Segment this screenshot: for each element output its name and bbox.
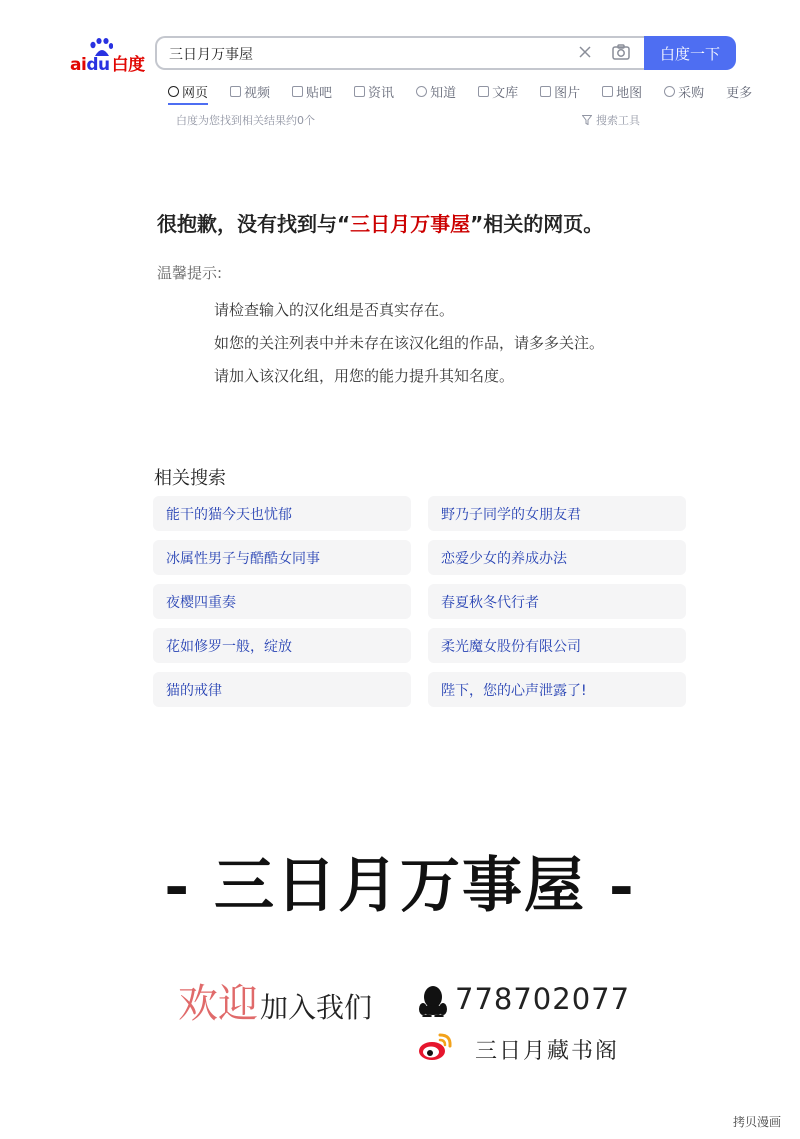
tab-news[interactable]: 资讯: [354, 80, 394, 102]
search-button[interactable]: 白度一下: [644, 36, 736, 70]
tab-map[interactable]: 地图: [602, 80, 642, 102]
filter-icon: [582, 115, 592, 125]
watermark: 拷贝漫画: [733, 1115, 782, 1129]
related-searches-title: 相关搜索: [154, 468, 226, 489]
tips-list: [214, 294, 604, 393]
search-icon: [168, 86, 179, 97]
no-result-keyword: 三日月万事屋: [350, 212, 471, 236]
purchase-icon: [664, 86, 675, 97]
tips-title: 温馨提示:: [157, 264, 223, 282]
qq-icon: [418, 985, 448, 1017]
map-icon: [602, 86, 613, 97]
tieba-icon: [292, 86, 303, 97]
tab-image[interactable]: 图片: [540, 80, 580, 102]
tab-tieba[interactable]: 贴吧: [292, 80, 332, 102]
tab-video[interactable]: 视频: [230, 80, 270, 102]
tab-purchase[interactable]: 采购: [664, 80, 704, 102]
search-tabs: [168, 80, 774, 102]
document-icon: [478, 86, 489, 97]
news-icon: [354, 86, 365, 97]
tip-item: 请检查输入的汉化组是否真实存在。: [214, 301, 455, 319]
result-count: 白度为您找到相关结果约0个: [176, 114, 315, 127]
related-search-link[interactable]: 能干的猫今天也忧郁: [153, 496, 411, 531]
close-icon[interactable]: [577, 44, 593, 60]
tip-item: 如您的关注列表中并未存在该汉化组的作品，请多多关注。: [214, 334, 605, 352]
tab-wenku[interactable]: 文库: [478, 80, 518, 102]
baidu-logo[interactable]: [70, 38, 146, 75]
tab-zhidao[interactable]: 知道: [416, 80, 456, 102]
related-search-link[interactable]: 柔光魔女股份有限公司: [428, 628, 686, 663]
weibo-icon: [418, 1032, 454, 1062]
search-input[interactable]: 三日月万事屋: [169, 47, 253, 63]
qq-number: 778702077: [455, 982, 631, 1016]
video-icon: [230, 86, 241, 97]
question-icon: [416, 86, 427, 97]
search-box[interactable]: [155, 36, 645, 70]
related-search-link[interactable]: 猫的戒律: [153, 672, 411, 707]
related-search-link[interactable]: 陛下，您的心声泄露了!: [428, 672, 686, 707]
tab-more[interactable]: 更多: [726, 85, 753, 101]
active-tab-indicator: [168, 103, 208, 105]
logo-text: aidu 白度: [70, 55, 145, 75]
related-search-link[interactable]: 春夏秋冬代行者: [428, 584, 686, 619]
image-icon: [540, 86, 551, 97]
no-result-message: 很抱歉，没有找到与“三日月万事屋”相关的网页。: [157, 212, 604, 236]
related-search-link[interactable]: 花如修罗一般，绽放: [153, 628, 411, 663]
related-search-link[interactable]: 野乃子同学的女朋友君: [428, 496, 686, 531]
tab-web[interactable]: 网页: [168, 80, 208, 102]
weibo-name: 三日月藏书阁: [475, 1039, 620, 1064]
promo-title: - 三日月万事屋 -: [164, 851, 636, 921]
search-tools-button[interactable]: 搜索工具: [582, 112, 640, 128]
welcome-text: 欢迎 加入我们: [178, 981, 373, 1027]
camera-icon[interactable]: [611, 43, 631, 61]
related-searches: [153, 496, 686, 707]
related-search-link[interactable]: 冰属性男子与酷酷女同事: [153, 540, 411, 575]
related-search-link[interactable]: 恋爱少女的养成办法: [428, 540, 686, 575]
related-search-link[interactable]: 夜樱四重奏: [153, 584, 411, 619]
tip-item: 请加入该汉化组，用您的能力提升其知名度。: [214, 367, 515, 385]
